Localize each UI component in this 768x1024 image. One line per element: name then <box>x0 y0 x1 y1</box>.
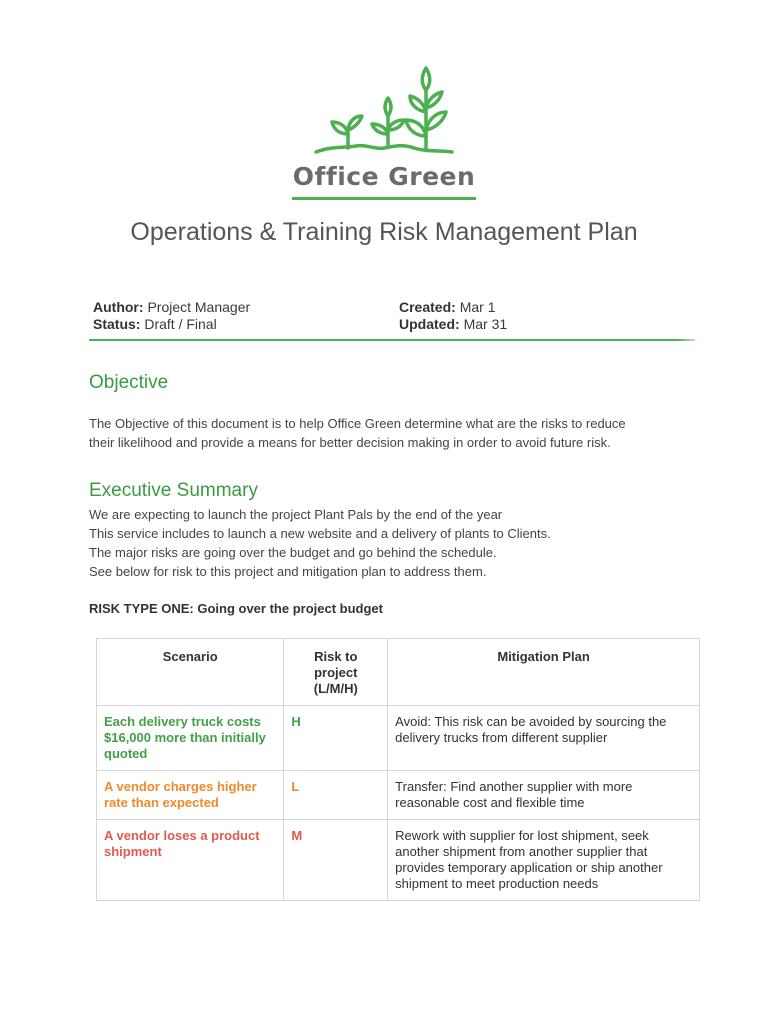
meta-row-1 <box>93 299 693 316</box>
updated-value: Mar 31 <box>463 316 508 332</box>
document-meta <box>93 299 693 333</box>
table-row <box>97 706 700 771</box>
objective-line-1: The Objective of this document is to help Office Green determine what are the risks to reduce <box>89 416 626 431</box>
plant-sprouts-logo-icon <box>314 60 454 160</box>
updated-label: Updated: <box>399 316 460 332</box>
executive-summary-body <box>89 505 689 581</box>
created-field <box>399 299 693 316</box>
status-value: Draft / Final <box>144 316 217 332</box>
header-mitigation: Mitigation Plan <box>388 639 700 706</box>
created-value: Mar 1 <box>459 299 496 315</box>
risk-level-cell: H <box>284 706 388 771</box>
table-row <box>97 820 700 901</box>
risk-level-cell: L <box>284 771 388 820</box>
risk-level-cell: M <box>284 820 388 901</box>
author-label: Author: <box>93 299 144 315</box>
brand-name: Office Green <box>292 162 476 191</box>
mitigation-cell: Transfer: Find another supplier with more reasonable cost and flexible time <box>388 771 700 820</box>
brand-underline <box>292 197 476 200</box>
status-label: Status: <box>93 316 141 332</box>
mitigation-cell: Rework with supplier for lost shipment, seek another shipment from another supplier that provides temporary application or ship another shipment to meet production needs <box>388 820 700 901</box>
updated-field <box>399 316 693 333</box>
header-scenario: Scenario <box>97 639 284 706</box>
header-risk: Risk to project (L/M/H) <box>284 639 388 706</box>
scenario-cell: A vendor charges higher rate than expected <box>97 771 284 820</box>
objective-body <box>89 414 689 452</box>
risk-table <box>96 638 700 901</box>
summary-line: This service includes to launch a new website and a delivery of plants to Clients. <box>89 526 551 541</box>
status-field <box>93 316 399 333</box>
objective-heading: Objective <box>89 372 169 393</box>
summary-line: We are expecting to launch the project Plant Pals by the end of the year <box>89 507 503 522</box>
scenario-cell: Each delivery truck costs $16,000 more than initially quoted <box>97 706 284 771</box>
mitigation-cell: Avoid: This risk can be avoided by sourcing the delivery trucks from different supplier <box>388 706 700 771</box>
created-label: Created: <box>399 299 456 315</box>
author-value: Project Manager <box>147 299 251 315</box>
brand-logo <box>0 60 768 200</box>
author-field <box>93 299 399 316</box>
summary-line: See below for risk to this project and mitigation plan to address them. <box>89 564 487 579</box>
table-header-row <box>97 639 700 706</box>
table-row <box>97 771 700 820</box>
meta-row-2 <box>93 316 693 333</box>
document-title: Operations & Training Risk Management Plan <box>130 218 638 246</box>
scenario-cell: A vendor loses a product shipment <box>97 820 284 901</box>
risk-type-one-title: RISK TYPE ONE: Going over the project budget <box>89 601 383 616</box>
objective-line-2: their likelihood and provide a means for better decision making in order to avoid future risk. <box>89 435 611 450</box>
meta-divider <box>89 339 695 341</box>
executive-summary-heading: Executive Summary <box>89 480 258 501</box>
summary-line: The major risks are going over the budget and go behind the schedule. <box>89 545 497 560</box>
